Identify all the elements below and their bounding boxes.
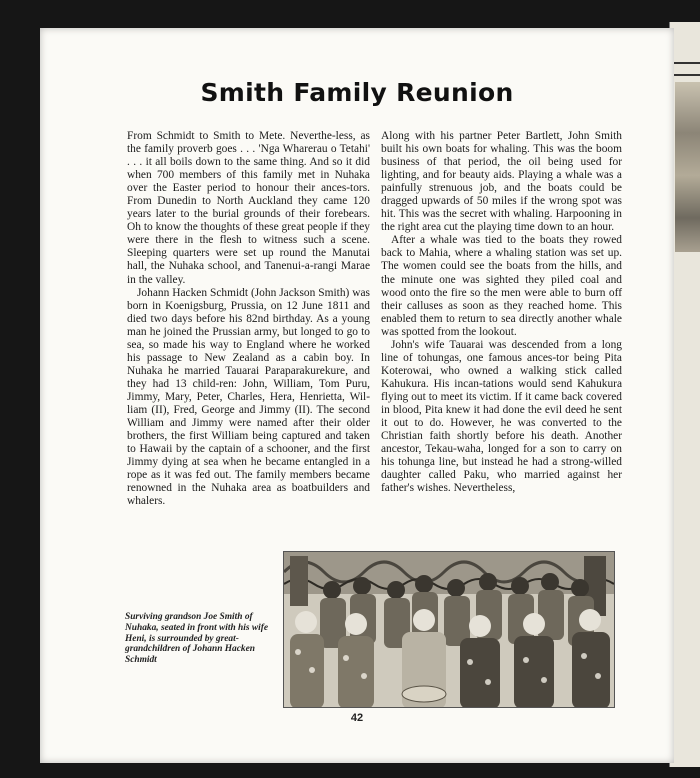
paragraph: John's wife Tauarai was descended from a long line of tohungas, one famous ances-tor being Pita Koterowai, who owned a walking stick called Kahukura. His incan-tations would send Kahukura flying out to meet its victim. If it came back covered in blood, Pita knew it had done the evil deed he sent it out to do. However, he was converted to the Christian faith shortly before his death. Another ancestor, Tekau-waha, longed for a son to carry on his tohunga line, but instead he had a strong-willed daughter called Paku, who married against her father's wishes. Nevertheless,: [381, 338, 622, 495]
adjacent-page-rule: [673, 74, 700, 76]
paragraph: After a whale was tied to the boats they rowed back to Mahia, where a whaling station was set up. The women could see the boats from the hills, and the minute one was sighted they piled coal and wood onto the fire so the men were able to burn off their calluses as soon as they reached home. This enabled them to return to sea directly another whale was spotted from the lookout.: [381, 234, 622, 338]
adjacent-page-rule: [673, 62, 700, 64]
paragraph: Along with his partner Peter Bartlett, John Smith built his own boats for whaling. This was the boom business of that period, the oil being used for lighting, and for beauty aids. Playing a whale was a painfully strenuous job, and the boats could be dragged upwards of 50 miles if the wrong spot was hit. This was the secret with whaling. Harpooning in the right area cut the playing time down to an hour.: [381, 130, 622, 234]
paragraph: From Schmidt to Smith to Mete. Neverthe-less, as the family proverb goes . . . 'Nga Wharerau o Tetahi' . . . it all boils down to the same thing. And so it did when 700 members of this family met in Nuhaka over the Easter period to honour their ances-tors. From Dunedin to North Auckland they came 120 years later to the burial grounds of their forebears. Oh to know the thoughts of these great people if they were there in the flesh to witness such a scene. Sleeping quarters were set up round the Manutai hall, the Nuhaka school, and Tanenui-a-rangi Marae in the valley.: [127, 130, 370, 286]
adjacent-page-photo: [675, 82, 700, 252]
left-column: [127, 130, 370, 508]
article-title: Smith Family Reunion: [200, 78, 514, 107]
photo-caption: Surviving grandson Joe Smith of Nuhaka, seated in front with his wife Heni, is surrounded by great-grandchildren of Johann Hacken Schmidt: [125, 612, 268, 666]
paragraph: Johann Hacken Schmidt (John Jackson Smith) was born in Koenigsburg, Prussia, on 12 June 1811 and died two days before his 82nd birthday. As a young man he joined the Prussian army, but longed to go to sea, so made his way to England where he worked his passage to New Zealand as a cabin boy. In Nuhaka he married Tauarai Paraparakurekure, and they had 13 child-ren: John, William, Tom Puru, Jimmy, Mary, Peter, Charles, Hera, Henrietta, Wil-liam (II), Fred, George and Jimmy (II). The second William and Jimmy were named after their older brothers, the first William being captured and taken to Hawaii by the captain of a schooner, and the first Jimmy dying at sea when he became entangled in a rope as it was fed out. The family members became renowned in the Nuhaka area as boatbuilders and whalers.: [127, 286, 370, 508]
right-column: [381, 130, 622, 495]
page-number: 42: [350, 712, 364, 724]
family-group-photo: [283, 551, 615, 708]
